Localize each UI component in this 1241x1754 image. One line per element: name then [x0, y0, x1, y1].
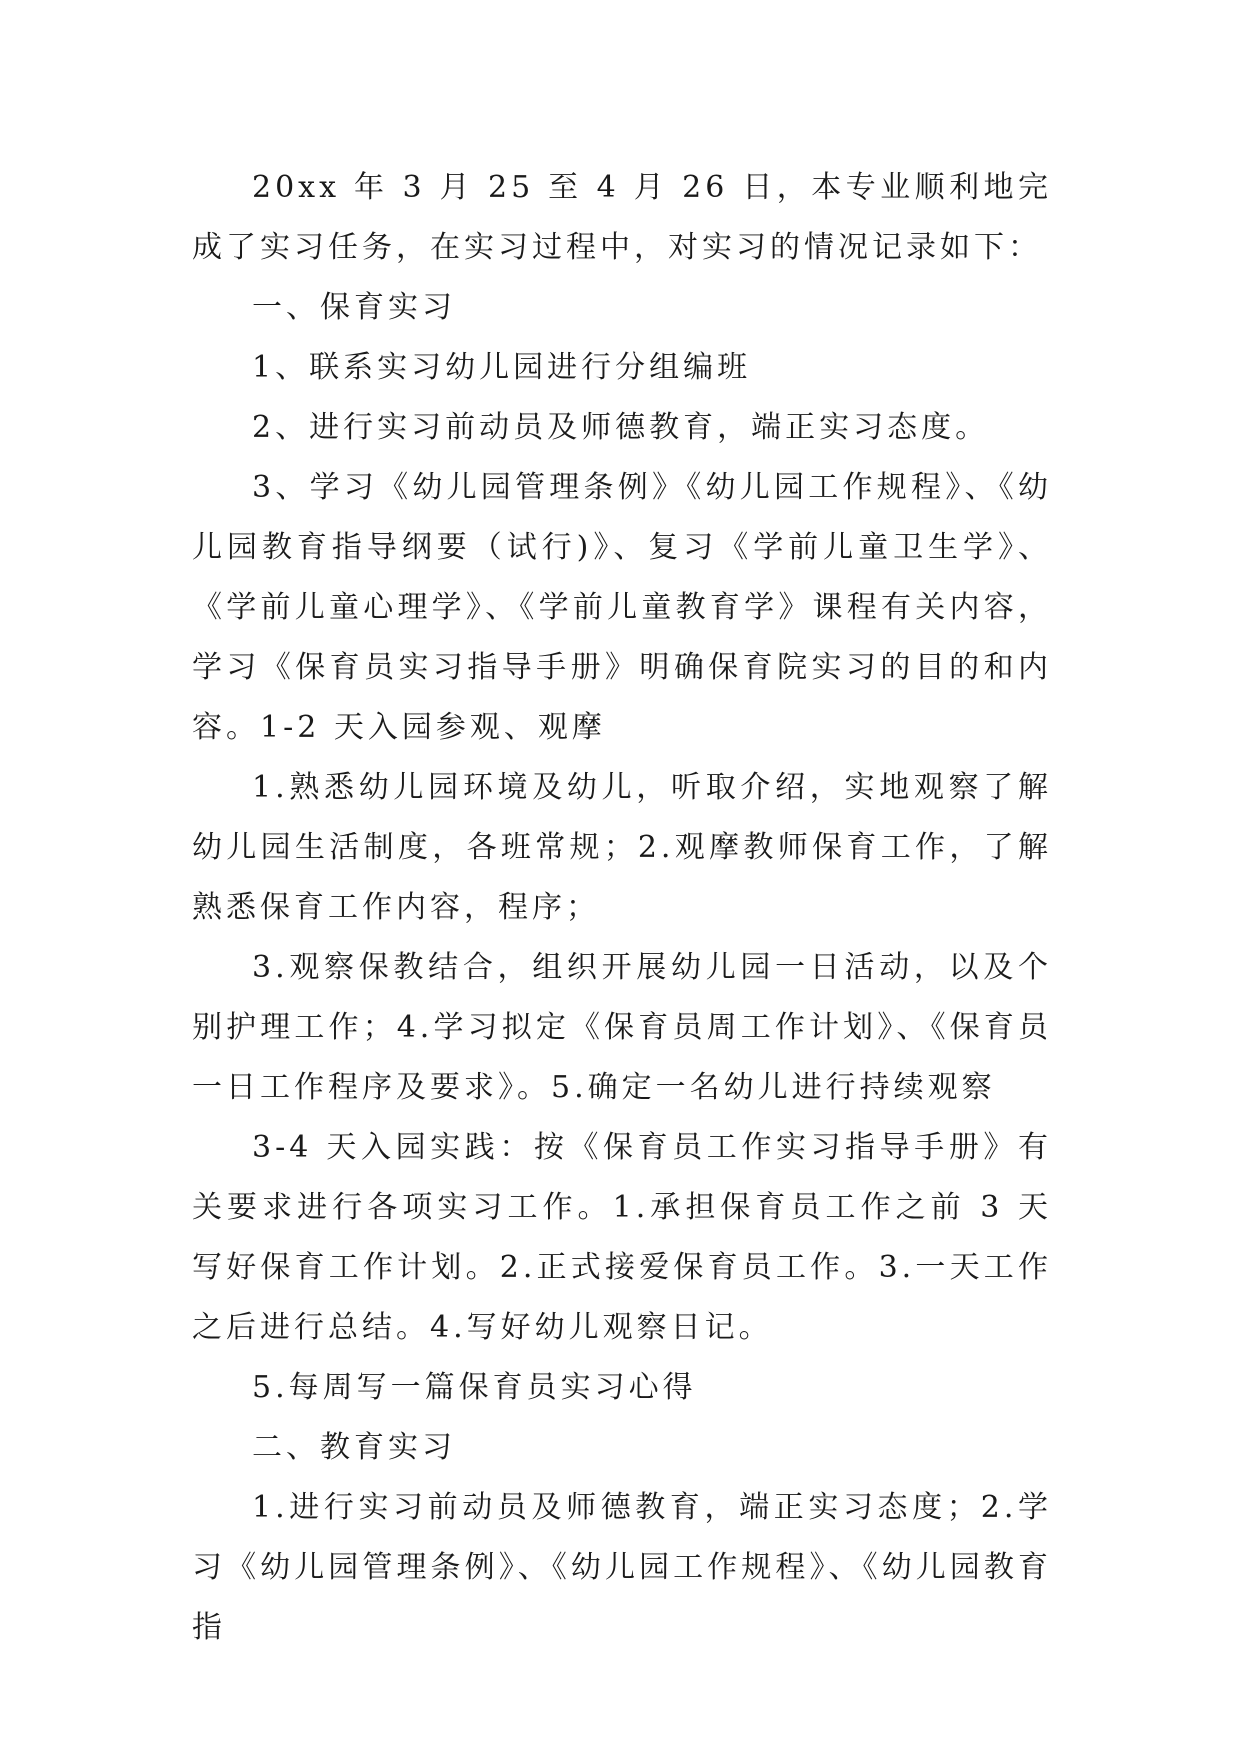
paragraph-weekly-notes: 5.每周写一篇保育员实习心得: [252, 1370, 697, 1405]
section-heading-teaching-practice: 二、教育实习: [252, 1430, 456, 1465]
paragraph-teaching-steps: 1.进行实习前动员及师德教育，端正实习态度；2.学习《幼儿园管理条例》、《幼儿园工作规程》、《幼儿园教育指: [192, 1490, 1052, 1645]
document-body: [192, 158, 1052, 1658]
paragraph-item-3: 3、学习《幼儿园管理条例》《幼儿园工作规程》、《幼儿园教育指导纲要（试行)》、复习《学前儿童卫生学》、《学前儿童心理学》、《学前儿童教育学》课程有关内容，学习《保育员实习指导手册》明确保育院实习的目的和内容。1-2 天入园参观、观摩: [192, 470, 1052, 745]
paragraph-visit-steps: 1.熟悉幼儿园环境及幼儿，听取介绍，实地观察了解幼儿园生活制度，各班常规；2.观摩教师保育工作，了解熟悉保育工作内容，程序；: [192, 770, 1052, 925]
paragraph-item-1: 1、联系实习幼儿园进行分组编班: [252, 350, 752, 385]
paragraph-observe-steps: 3.观察保教结合，组织开展幼儿园一日活动，以及个别护理工作；4.学习拟定《保育员周工作计划》、《保育员一日工作程序及要求》。5.确定一名幼儿进行持续观察: [192, 950, 1052, 1105]
paragraph-practice-steps: 3-4 天入园实践：按《保育员工作实习指导手册》有关要求进行各项实习工作。1.承担保育员工作之前 3 天写好保育工作计划。2.正式接爱保育员工作。3.一天工作之后进行总结。4.写好幼儿观察日记。: [192, 1130, 1052, 1345]
paragraph-intro: 20xx 年 3 月 25 至 4 月 26 日，本专业顺利地完成了实习任务，在实习过程中，对实习的情况记录如下：: [192, 170, 1052, 265]
section-heading-nursery-practice: 一、保育实习: [252, 290, 456, 325]
paragraph-item-2: 2、进行实习前动员及师德教育，端正实习态度。: [252, 410, 990, 445]
